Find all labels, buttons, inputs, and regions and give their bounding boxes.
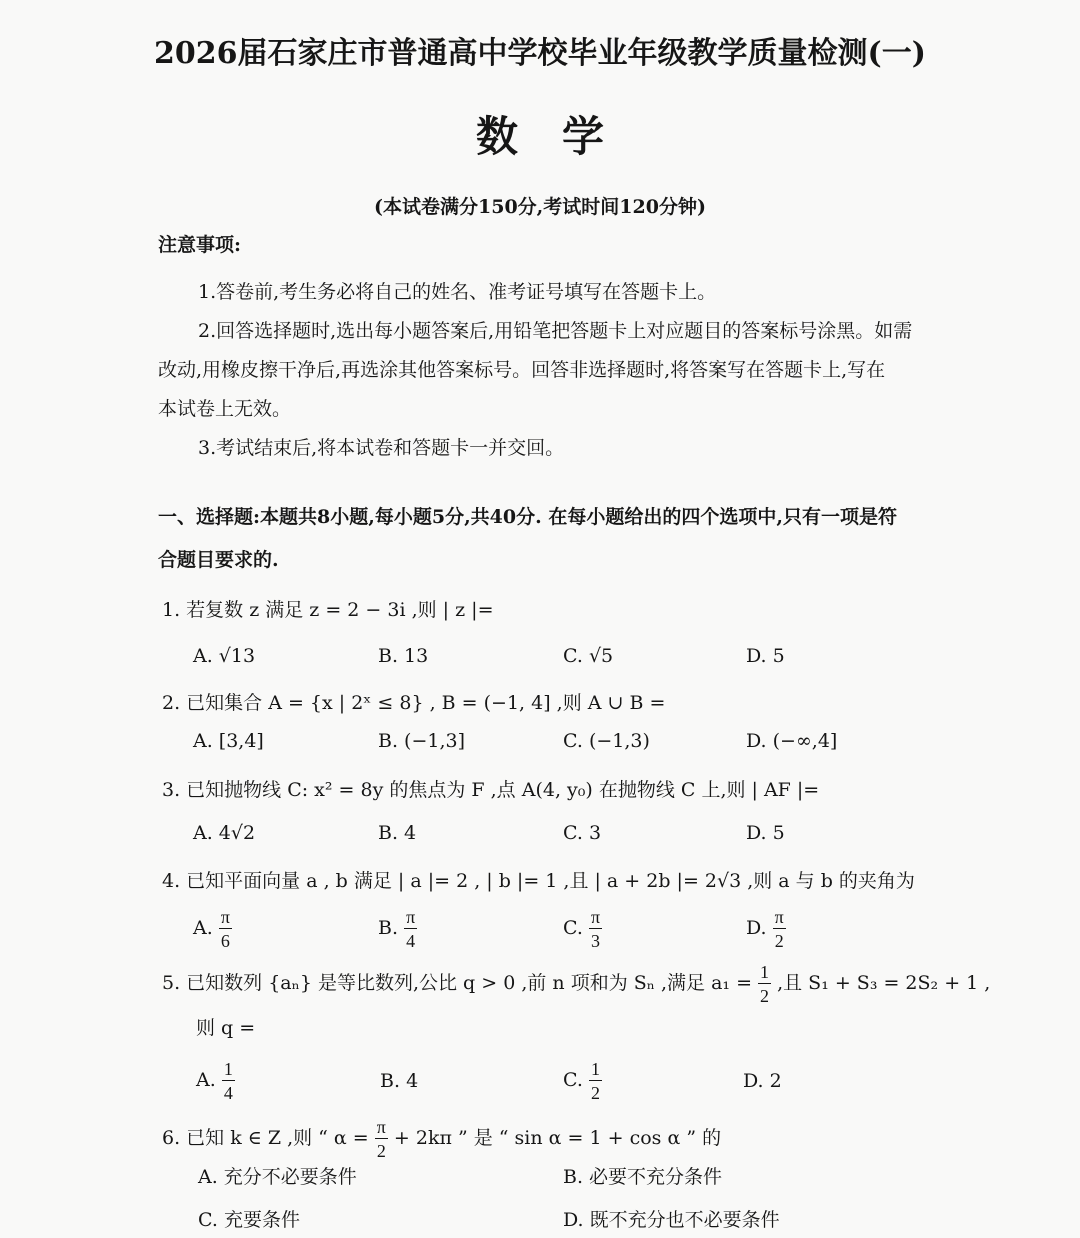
question-6-option-b: B. 必要不充分条件 xyxy=(563,1166,723,1188)
option-letter: A. xyxy=(193,917,213,939)
stem-fraction: $\frac{\pi}{2}$ xyxy=(376,1117,386,1161)
question-5-option-b: B. 4 xyxy=(380,1070,419,1092)
option-fraction: $\frac{\pi}{2}$ xyxy=(774,907,784,951)
question-4-stem: 4. 已知平面向量 a , b 满足 | a |= 2 , | b |= 1 ,且 | a + 2b |= 2√3 ,则 a 与 b 的夹角为 xyxy=(162,870,915,892)
question-1-option-d: D. 5 xyxy=(746,645,785,667)
option-letter: B. xyxy=(380,1070,401,1092)
option-letter: A. xyxy=(196,1069,216,1091)
notice-item-3: 3.考试结束后,将本试卷和答题卡一并交回。 xyxy=(198,437,565,459)
question-2-option-c: C. (−1,3) xyxy=(563,730,650,752)
option-letter: C. xyxy=(563,1069,583,1091)
question-4-option-a xyxy=(193,908,232,950)
question-4-option-d xyxy=(746,908,786,950)
option-letter: D. xyxy=(743,1070,764,1092)
question-3-option-d: D. 5 xyxy=(746,822,785,844)
section-heading-line-2: 合题目要求的. xyxy=(158,549,279,571)
question-3-option-c: C. 3 xyxy=(563,822,602,844)
question-6-option-d: D. 既不充分也不必要条件 xyxy=(563,1209,780,1231)
question-5-stem: 5. 已知数列 {aₙ} 是等比数列,公比 q > 0 ,前 n 项和为 Sₙ ,满足 a₁ = $\frac{1}{2}$ ,且 S₁ + S₃ = 2S₂ + 1 , xyxy=(162,962,991,1006)
question-2-option-d: D. (−∞,4] xyxy=(746,730,838,752)
question-1-option-b: B. 13 xyxy=(378,645,429,667)
notice-item-2-line-1: 2.回答选择题时,选出每小题答案后,用铅笔把答题卡上对应题目的答案标号涂黑。如需 xyxy=(198,320,913,342)
question-6-option-a: A. 充分不必要条件 xyxy=(198,1166,357,1188)
question-6-stem: 6. 已知 k ∈ Z ,则 “ α = $\frac{\pi}{2}$ + 2kπ ” 是 “ sin α = 1 + cos α ” 的 xyxy=(162,1117,722,1161)
question-5-option-c xyxy=(563,1060,602,1102)
question-5-option-d: D. 2 xyxy=(743,1070,782,1092)
option-fraction: $\frac{\pi}{4}$ xyxy=(406,907,416,951)
question-1-stem: 1. 若复数 z 满足 z = 2 − 3i ,则 | z |= xyxy=(162,599,494,621)
question-1-option-a: A. √13 xyxy=(193,645,256,667)
option-fraction: $\frac{\pi}{3}$ xyxy=(590,907,601,951)
question-4-option-b xyxy=(378,908,417,950)
notice-heading: 注意事项: xyxy=(158,234,242,256)
option-letter: D. xyxy=(746,917,767,939)
question-4-option-c xyxy=(563,908,602,950)
option-fraction: $\frac{1}{4}$ xyxy=(223,1059,233,1103)
section-heading-line-1: 一、选择题:本题共8小题,每小题5分,共40分. 在每小题给出的四个选项中,只有一项是符 xyxy=(158,506,897,528)
question-3-option-a: A. 4√2 xyxy=(193,822,256,844)
exam-title: 2026届石家庄市普通高中学校毕业年级教学质量检测(一) xyxy=(154,36,926,71)
exam-note: (本试卷满分150分,考试时间120分钟) xyxy=(374,196,706,218)
question-3-stem: 3. 已知抛物线 C: x² = 8y 的焦点为 F ,点 A(4, y₀) 在抛物线 C 上,则 | AF |= xyxy=(162,779,820,801)
question-5-option-a xyxy=(196,1060,235,1102)
question-1-option-c: C. √5 xyxy=(563,645,614,667)
question-3-option-b: B. 4 xyxy=(378,822,417,844)
stem-fraction: $\frac{1}{2}$ xyxy=(760,962,770,1006)
question-2-option-b: B. (−1,3] xyxy=(378,730,466,752)
question-2-stem: 2. 已知集合 A = {x | 2ˣ ≤ 8} , B = (−1, 4] ,则 A ∪ B = xyxy=(162,692,666,714)
question-6-option-c: C. 充要条件 xyxy=(198,1209,300,1231)
option-letter: B. xyxy=(378,917,399,939)
subject-title: 数学 xyxy=(475,112,648,161)
question-2-option-a: A. [3,4] xyxy=(193,730,264,752)
notice-item-1: 1.答卷前,考生务必将自己的姓名、准考证号填写在答题卡上。 xyxy=(198,281,717,303)
question-5-stem-line-2: 则 q = xyxy=(196,1017,256,1039)
notice-item-2-line-3: 本试卷上无效。 xyxy=(158,398,292,420)
option-fraction: $\frac{\pi}{6}$ xyxy=(220,907,230,951)
option-fraction: $\frac{1}{2}$ xyxy=(590,1059,600,1103)
option-letter: C. xyxy=(563,917,583,939)
notice-item-2-line-2: 改动,用橡皮擦干净后,再选涂其他答案标号。回答非选择题时,将答案写在答题卡上,写在 xyxy=(158,359,886,381)
